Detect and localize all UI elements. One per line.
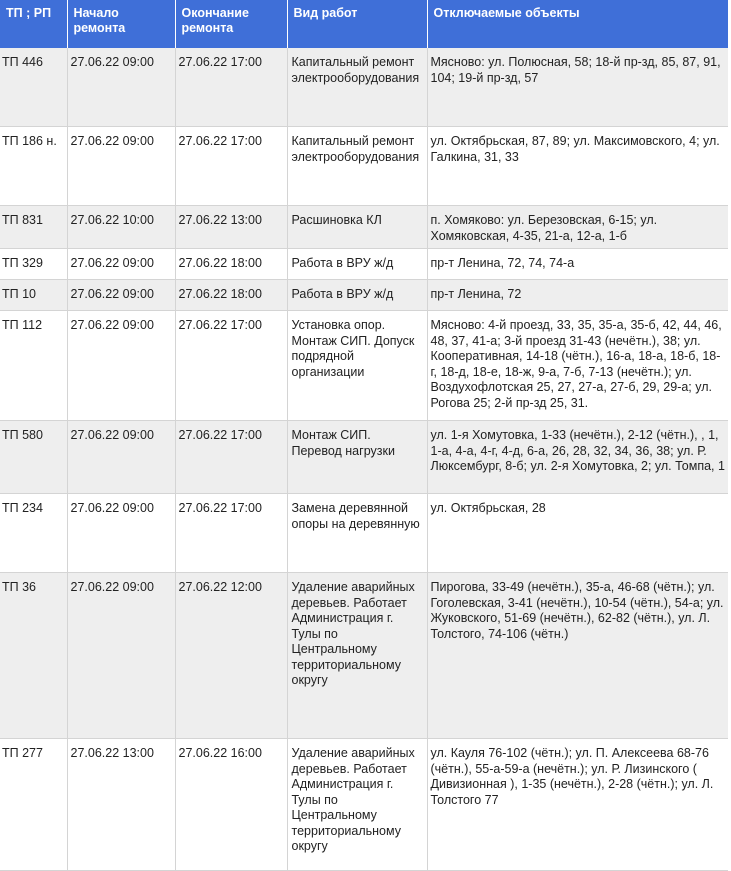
cell-work: Замена деревянной опоры на деревянную — [287, 494, 427, 573]
cell-work: Монтаж СИП. Перевод нагрузки — [287, 421, 427, 494]
cell-objects: п. Хомяково: ул. Березовская, 6-15; ул. Хомяковская, 4-35, 21-а, 12-а, 1-б — [427, 206, 728, 249]
cell-start: 27.06.22 09:00 — [67, 249, 175, 280]
cell-start: 27.06.22 09:00 — [67, 494, 175, 573]
cell-end: 27.06.22 17:00 — [175, 48, 287, 127]
table-row — [0, 206, 728, 249]
cell-end: 27.06.22 17:00 — [175, 311, 287, 421]
cell-end: 27.06.22 12:00 — [175, 573, 287, 739]
cell-start: 27.06.22 09:00 — [67, 311, 175, 421]
cell-tp: ТП 446 — [0, 48, 67, 127]
table-header — [0, 0, 728, 48]
cell-tp: ТП 10 — [0, 280, 67, 311]
cell-end: 27.06.22 17:00 — [175, 421, 287, 494]
header-row — [0, 0, 728, 48]
table-row — [0, 421, 728, 494]
cell-start: 27.06.22 09:00 — [67, 573, 175, 739]
header-start: Начало ремонта — [67, 0, 175, 48]
cell-start: 27.06.22 13:00 — [67, 739, 175, 871]
header-objects: Отключаемые объекты — [427, 0, 728, 48]
cell-start: 27.06.22 10:00 — [67, 206, 175, 249]
table-row — [0, 280, 728, 311]
table-row — [0, 127, 728, 206]
table-row — [0, 739, 728, 871]
cell-tp: ТП 831 — [0, 206, 67, 249]
cell-end: 27.06.22 13:00 — [175, 206, 287, 249]
cell-objects: ул. Октябрьская, 87, 89; ул. Максимовского, 4; ул. Галкина, 31, 33 — [427, 127, 728, 206]
cell-end: 27.06.22 18:00 — [175, 280, 287, 311]
cell-objects: Пирогова, 33-49 (нечётн.), 35-а, 46-68 (чётн.); ул. Гоголевская, 3-41 (нечётн.), 10-54 (чётн.), 54-а; ул. Жуковского, 51-69 (нечётн.), 62-82 (чётн.), ул. Л. Толстого, 74-106 (чётн.) — [427, 573, 728, 739]
table-row — [0, 249, 728, 280]
cell-objects: Мясново: ул. Полюсная, 58; 18-й пр-зд, 85, 87, 91, 104; 19-й пр-зд, 57 — [427, 48, 728, 127]
cell-start: 27.06.22 09:00 — [67, 127, 175, 206]
cell-tp: ТП 36 — [0, 573, 67, 739]
header-tp: ТП ; РП — [0, 0, 67, 48]
cell-tp: ТП 329 — [0, 249, 67, 280]
cell-work: Расшиновка КЛ — [287, 206, 427, 249]
cell-start: 27.06.22 09:00 — [67, 421, 175, 494]
table-row — [0, 573, 728, 739]
cell-end: 27.06.22 18:00 — [175, 249, 287, 280]
cell-start: 27.06.22 09:00 — [67, 48, 175, 127]
table-row — [0, 311, 728, 421]
cell-work: Капитальный ремонт электрооборудования — [287, 127, 427, 206]
cell-work: Удаление аварийных деревьев. Работает Администрация г. Тулы по Центральному территориальному округу — [287, 573, 427, 739]
cell-objects: ул. Кауля 76-102 (чётн.); ул. П. Алексеева 68-76 (чётн.), 55-а-59-а (нечётн.); ул. Р. Лизинского ( Дивизионная ), 1-35 (нечётн.), 2-28 (чётн.); ул. Л. Толстого 77 — [427, 739, 728, 871]
table-body — [0, 48, 728, 871]
cell-tp: ТП 580 — [0, 421, 67, 494]
cell-end: 27.06.22 17:00 — [175, 494, 287, 573]
cell-work: Установка опор. Монтаж СИП. Допуск подрядной организации — [287, 311, 427, 421]
cell-objects: ул. 1-я Хомутовка, 1-33 (нечётн.), 2-12 (чётн.), , 1, 1-а, 4-а, 4-г, 4-д, 6-а, 26, 28, 32, 34, 36, 38; ул. Р. Люксембург, 8-б; ул. 2-я Хомутовка, 2; ул. Томпа, 1 — [427, 421, 728, 494]
cell-tp: ТП 277 — [0, 739, 67, 871]
cell-work: Удаление аварийных деревьев. Работает Администрация г. Тулы по Центральному территориальному округу — [287, 739, 427, 871]
table-row — [0, 494, 728, 573]
table-row — [0, 48, 728, 127]
cell-tp: ТП 234 — [0, 494, 67, 573]
cell-objects: пр-т Ленина, 72 — [427, 280, 728, 311]
cell-objects: ул. Октябрьская, 28 — [427, 494, 728, 573]
cell-work: Работа в ВРУ ж/д — [287, 280, 427, 311]
cell-end: 27.06.22 17:00 — [175, 127, 287, 206]
header-work: Вид работ — [287, 0, 427, 48]
header-end: Окончание ремонта — [175, 0, 287, 48]
cell-start: 27.06.22 09:00 — [67, 280, 175, 311]
cell-work: Работа в ВРУ ж/д — [287, 249, 427, 280]
cell-tp: ТП 186 н. — [0, 127, 67, 206]
cell-tp: ТП 112 — [0, 311, 67, 421]
cell-objects: Мясново: 4-й проезд, 33, 35, 35-а, 35-б, 42, 44, 46, 48, 37, 41-а; 3-й проезд 31-43 (нечётн.), 38; ул. Кооперативная, 14-18 (чётн.), 16-а, 18-а, 18-б, 18-г, 18-д, 18-е, 18-ж, 9-а, 7-б, 7-13 (нечётн.); ул. Воздухофлотская 25, 27, 27-а, 27-б, 29, 29-а; ул. Рогова 25; 2-й пр-зд 25, 31. — [427, 311, 728, 421]
cell-work: Капитальный ремонт электрооборудования — [287, 48, 427, 127]
cell-end: 27.06.22 16:00 — [175, 739, 287, 871]
cell-objects: пр-т Ленина, 72, 74, 74-а — [427, 249, 728, 280]
